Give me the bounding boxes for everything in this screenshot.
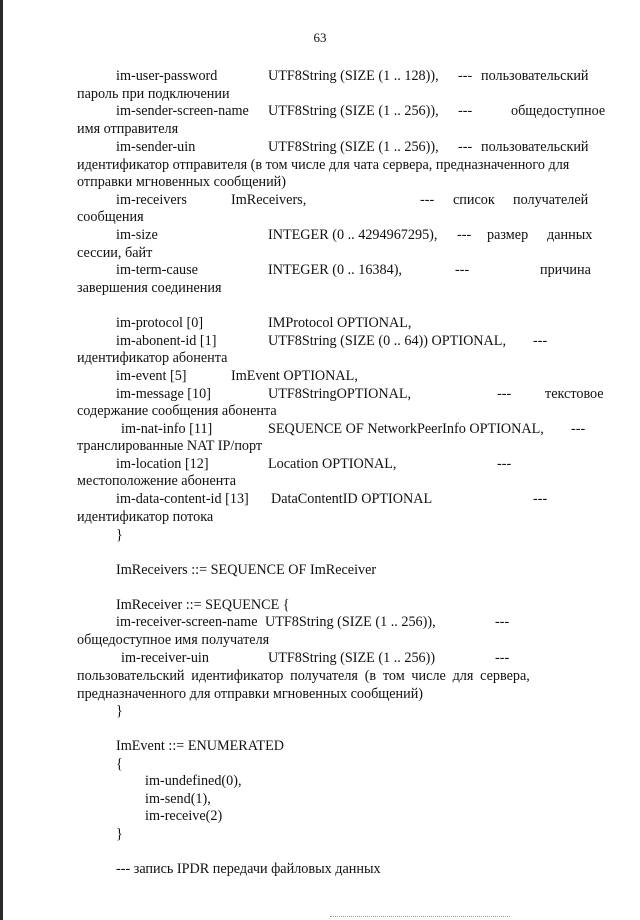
field-name: im-size bbox=[116, 227, 158, 243]
field-dashes: --- bbox=[455, 262, 470, 278]
field-type: UTF8String (SIZE (1 .. 256)), bbox=[268, 139, 439, 155]
page-number: 63 bbox=[313, 30, 327, 45]
field-type: ImEvent OPTIONAL, bbox=[231, 368, 358, 384]
type-definition: ImEvent ::= ENUMERATED bbox=[116, 738, 284, 754]
field-dashes: --- bbox=[495, 614, 510, 630]
field-name: im-receiver-uin bbox=[121, 650, 209, 666]
closing-brace: } bbox=[116, 527, 123, 543]
field-name: im-data-content-id [13] bbox=[116, 491, 249, 507]
field-type: INTEGER (0 .. 16384), bbox=[268, 262, 402, 278]
field-dashes: --- bbox=[533, 333, 548, 349]
field-desc-cont: завершения соединения bbox=[77, 280, 222, 296]
closing-brace: } bbox=[116, 703, 123, 719]
field-desc-cont: общедоступное имя получателя bbox=[77, 632, 270, 648]
field-type: IMProtocol OPTIONAL, bbox=[268, 315, 412, 331]
type-definition: ImReceivers ::= SEQUENCE OF ImReceiver bbox=[116, 562, 377, 578]
field-desc-cont: пользовательский идентификатор получателя (в том числе для сервера, bbox=[77, 668, 530, 684]
field-dashes: --- bbox=[420, 192, 435, 208]
field-dashes: --- bbox=[497, 456, 512, 472]
field-type: DataContentID OPTIONAL bbox=[271, 491, 433, 507]
field-name: im-message [10] bbox=[116, 386, 211, 402]
field-desc-first: пользовательский bbox=[481, 68, 589, 84]
field-desc-cont: идентификатор абонента bbox=[77, 350, 228, 366]
field-name: im-event [5] bbox=[116, 368, 187, 384]
field-desc-first: размер bbox=[487, 227, 529, 243]
enum-value: im-receive(2) bbox=[145, 808, 223, 824]
field-desc-cont: содержание сообщения абонента bbox=[77, 403, 277, 419]
field-desc-first: данных bbox=[547, 227, 593, 243]
type-definition: ImReceiver ::= SEQUENCE { bbox=[116, 597, 290, 613]
scan-edge-left bbox=[0, 0, 3, 920]
field-desc-cont: имя отправителя bbox=[77, 121, 179, 137]
field-desc-cont: транслированные NAT IP/порт bbox=[77, 438, 263, 454]
field-desc-first: список bbox=[453, 192, 495, 208]
field-name: im-receivers bbox=[116, 192, 187, 208]
field-desc-cont: предназначенного для отправки мгновенных сообщений) bbox=[77, 686, 424, 702]
field-name: im-protocol [0] bbox=[116, 315, 204, 331]
field-name: im-abonent-id [1] bbox=[116, 333, 217, 349]
field-dashes: --- bbox=[495, 650, 510, 666]
field-desc-cont: отправки мгновенных сообщений) bbox=[77, 174, 287, 190]
enum-value: im-undefined(0), bbox=[145, 773, 242, 789]
field-name: im-sender-screen-name bbox=[116, 103, 249, 119]
field-dashes: --- bbox=[458, 68, 473, 84]
field-dashes: --- bbox=[458, 139, 473, 155]
field-dashes: --- bbox=[571, 421, 586, 437]
field-dashes: --- bbox=[458, 103, 473, 119]
field-name: im-sender-uin bbox=[116, 139, 196, 155]
field-desc-first: пользовательский bbox=[481, 139, 589, 155]
section-comment: --- запись IPDR передачи файловых данных bbox=[116, 861, 381, 877]
field-dashes: --- bbox=[457, 227, 472, 243]
field-type: SEQUENCE OF NetworkPeerInfo OPTIONAL, bbox=[268, 421, 544, 437]
field-dashes: --- bbox=[497, 386, 512, 402]
field-desc-cont: сессии, байт bbox=[77, 245, 153, 261]
closing-brace: } bbox=[116, 826, 123, 842]
field-name: im-user-password bbox=[116, 68, 218, 84]
field-type: INTEGER (0 .. 4294967295), bbox=[268, 227, 438, 243]
field-name: im-receiver-screen-name bbox=[116, 614, 258, 630]
field-type: UTF8String (SIZE (1 .. 256)) bbox=[268, 650, 436, 666]
field-type: Location OPTIONAL, bbox=[268, 456, 397, 472]
field-type: UTF8String (SIZE (1 .. 256)), bbox=[268, 103, 439, 119]
field-type: UTF8String (SIZE (0 .. 64)) OPTIONAL, bbox=[268, 333, 507, 349]
field-desc-first: получателей bbox=[513, 192, 589, 208]
field-desc-first: общедоступное bbox=[511, 103, 606, 119]
field-dashes: --- bbox=[533, 491, 548, 507]
field-type: ImReceivers, bbox=[231, 192, 307, 208]
scan-artifact-line bbox=[330, 916, 510, 917]
field-type: UTF8String (SIZE (1 .. 128)), bbox=[268, 68, 439, 84]
field-desc-cont: идентификатор потока bbox=[77, 509, 214, 525]
field-type: UTF8String (SIZE (1 .. 256)), bbox=[265, 614, 436, 630]
field-desc-cont: пароль при подключении bbox=[77, 86, 230, 102]
field-desc-first: текстовое bbox=[545, 386, 604, 402]
field-desc-cont: местоположение абонента bbox=[77, 473, 237, 489]
opening-brace: { bbox=[116, 756, 123, 772]
field-desc-cont: сообщения bbox=[77, 209, 144, 225]
enum-value: im-send(1), bbox=[145, 791, 211, 807]
field-desc-first: причина bbox=[540, 262, 591, 278]
field-name: im-term-cause bbox=[116, 262, 198, 278]
field-name: im-location [12] bbox=[116, 456, 209, 472]
field-desc-cont: идентификатор отправителя (в том числе для чата сервера, предназначенного для bbox=[77, 157, 570, 173]
field-name: im-nat-info [11] bbox=[121, 421, 213, 437]
field-type: UTF8StringOPTIONAL, bbox=[268, 386, 412, 402]
